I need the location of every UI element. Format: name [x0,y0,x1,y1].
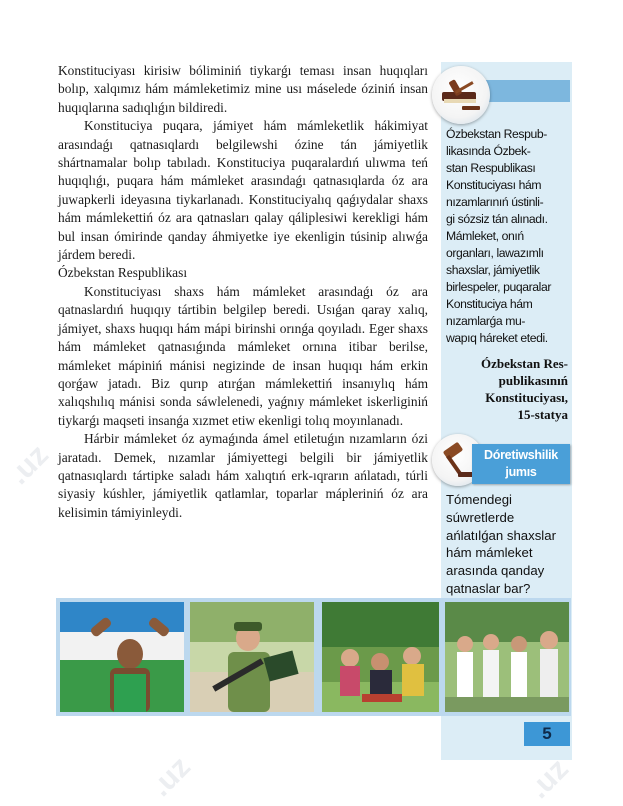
creative-task-question [446,491,570,598]
watermark: .uz [2,438,55,492]
quote-line: Ózbekstan Respub- [446,127,547,141]
source-line: Konstituciyası, [485,390,568,405]
paragraph: Konstituciyası kirisiw bóliminiń tiykarǵı teması insan huqıqları bolıp, xalqımız hám mámleketimiz mine usı máselede óziniń insan huqıqlarına sadıqlıǵın bildiredi. [58,63,428,115]
task-line: Tómendegi [446,492,512,507]
graduation-photo [445,602,569,712]
paragraph: Ózbekstan Respublikası [58,265,188,281]
quote-line: Konstituciya hám [446,297,533,311]
watermark: .uz [144,750,197,804]
quote-line: birlespeler, puqaralar [446,280,552,294]
quote-line: shaxslar, jámiyetlik [446,263,540,277]
page-number: 5 [524,722,570,746]
task-line: hám mámleket [446,545,533,561]
quote-line: Konstituciyası hám [446,178,542,192]
book-gavel-icon [432,66,490,124]
quote-line: organları, lawazımlı [446,246,544,260]
quote-line: nızamlarınıń ústinli- [446,195,544,209]
paragraph: Konstituciya puqara, jámiyet hám mámleketlik hákimiyat arasındaǵı qatnasıqlardı belgilewshi ózine tán jámiyetlik shártnamalar bolıp tabıladı. Konstituciya puqaralardıń ulıwma teń huqıqlıǵı, puqara hám mámleket arasındaǵı qatnasıqlarda óz ara juwapkerli ideyasına tiykarlanadı. Konstituciyalıq qaǵıydalar shaxs hám mámlekettiń óz ara qatnasları qalay qáliplesiwi kerekligi hám bul insan ómirinde qanday áhmiyetke iye ekenligin túsinip alıwǵa járdem beredi. [58,118,428,263]
source-line: Ózbekstan Res- [480,356,568,371]
athlete-photo [60,602,184,712]
soldier-photo [190,602,314,712]
quote-line: stan Respublikası [446,161,536,175]
paragraph: Hárbir mámleket óz aymaǵında ámel etiletuǵın nızamların ózi jaratadı. Demek, nızamlar jámiyettegi belgili bir jámiyetlik qatnasıqlardı tártipke saladı hám xalıqtıń erk-ıqrarın ańlatadı, túrli siyasiy kúshler, jámiyetlik qatlamlar, toparlar mápleriniń óz ara kelisimin támiyinleydi. [58,431,428,520]
task-line: qatnaslar bar? [446,580,531,596]
task-line: ańlatılǵan shaxslar [446,527,556,543]
task-line: arasında qanday [446,563,545,579]
quote-source [446,355,568,423]
quote-line: nızamlarǵa mu- [446,314,526,328]
constitution-quote [446,126,570,347]
quote-line: likasında Ózbek- [446,144,531,158]
task-title-line: jumıs [505,465,537,479]
task-title-line: Dóretiwshilik [484,448,558,462]
creative-task-label [472,444,570,484]
quote-line: Mámleket, onıń [446,229,524,243]
quote-line: gi sózsiz tán alınadı. [446,212,548,226]
main-body-text [58,62,428,522]
source-line: 15-statya [517,407,568,422]
source-line: publikasınıń [498,373,568,388]
quote-line: wapıq háreket etedi. [446,331,548,345]
watermark: .uz [522,752,575,806]
paragraph: Konstituciyası shaxs hám mámleket arasındaǵı óz ara qatnaslardıń huqıqıy tártibin belgilep beredi. Usıǵan qaray xalıq, jámiyet, shaxs huqıqı hám mápi birinshi orınǵa qoyıladı. Eger shaxs hám mámleket qatnasıǵında mámleket ornına itibar berilse, mámleket mápiniń mánisi negizinde de insan huqıqı hám erkin qorǵaw jatadı. Biz qurıp atırǵan mámlekettiń insanıylıq hám xalıqshılıq mánisi sonda sáwlelenedi, yaǵnıy mámleket iskerliginiń tiykarǵı maqseti insanǵa xızmet etiw ekenligi tolıq moyınlanadı. [58,283,428,428]
family-picnic-photo [322,602,439,712]
task-line: súwretlerde [446,509,515,525]
